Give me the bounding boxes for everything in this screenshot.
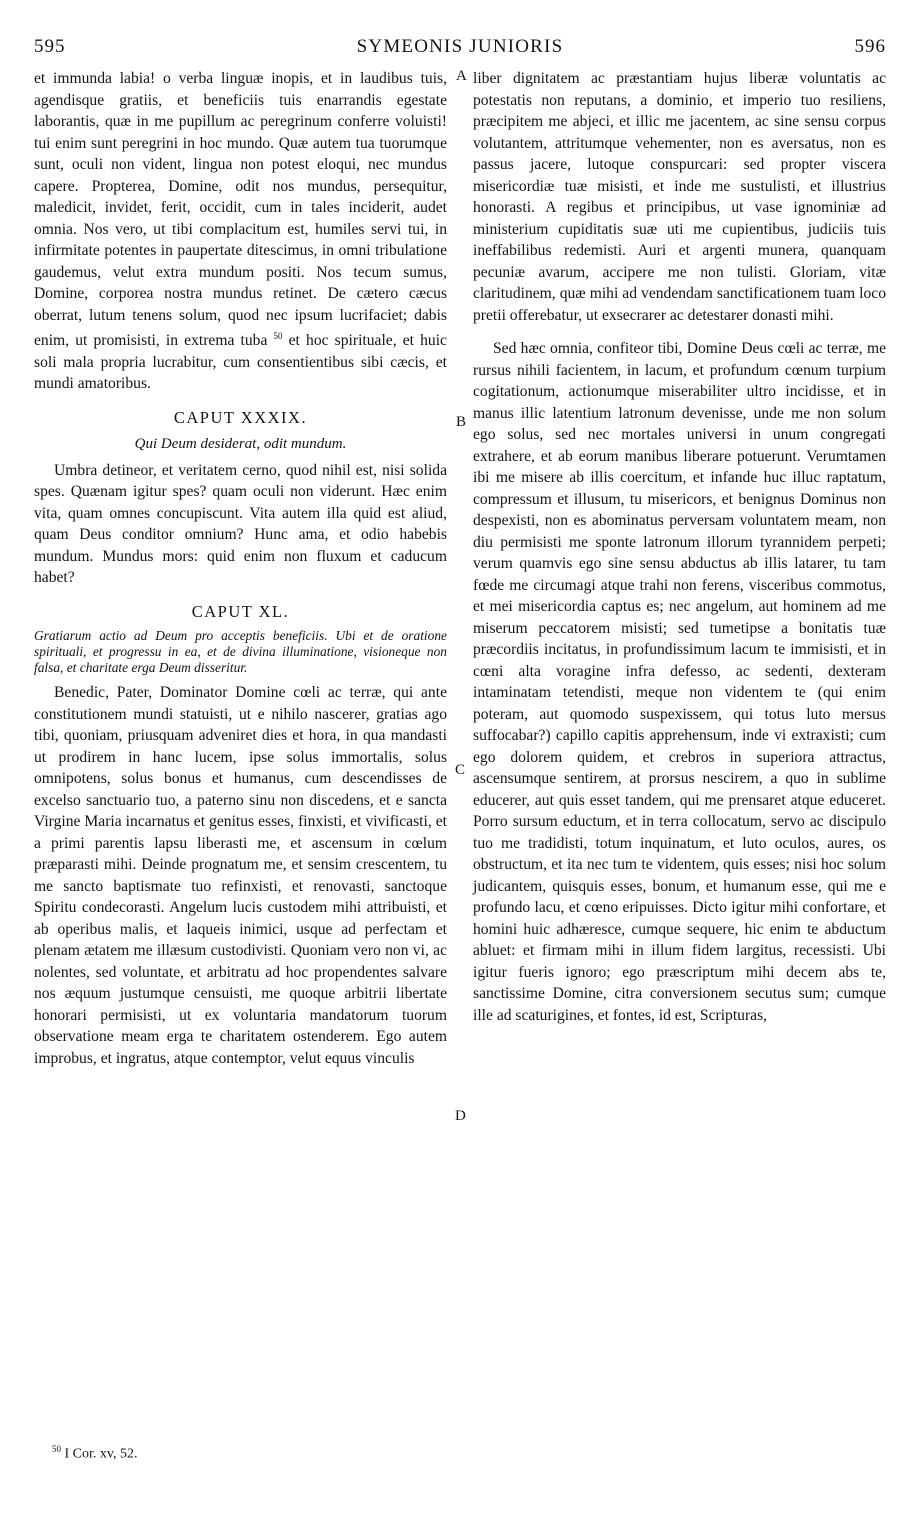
footnote xyxy=(52,1444,137,1463)
paragraph: liber dignitatem ac præstantiam hujus liberæ voluntatis ac potestatis non reputans, a dominio, et imperio tuo resiliens, præcipitem me abjeci, et illic me jacentem, ac sine sensu corpus volutantem, attritumque vehementer, non es aversatus, non es passus jacere, lutoque conspurcari: sed propter viscera misericordiæ tuæ misisti, et inde me sustulisti, et illustrius honorasti. A regibus et principibus, ut vase ignominiæ ad ministerium cupiditatis suæ uti me cupientibus, judiciis tuis ineffabilibus redemisti. Auri et argenti munera, quanquam pecuniæ avarum, accipere me non tulisti. Gloriam, vitæ claritudinem, quæ mihi ad vendendam sanctificationem tuam loco pretii offerebatur, ut exsecrarer ac detestarer donasti mihi. xyxy=(473,70,886,324)
right-column xyxy=(473,68,886,1026)
paragraph-text: et hoc spirituale, et huic soli mala propria lucrabitur, cum consentientibus sibi cæcis, et mundi amatoribus. xyxy=(34,332,447,393)
paragraph: Benedic, Pater, Dominator Domine cœli ac terræ, qui ante constitutionem mundi statuisti, ut e nihilo nascerer, gratias ago tibi, quoniam, priusquam adveniret dies et hora, in qua mandasti ut prodirem in hanc lucem, ipse solus immortalis, solus omnipotens, solus bonus et humanus, cum descendisses de excelso sanctuario tuo, a paterno sinu non discedens, et e sancta Virgine Maria incarnatus et genitus esses, finxisti, et vivificasti, et a primi parentis lapsu liberasti me, et ascensum in cœlum præparasti mihi. Deinde prognatum me, et sensim crescentem, tu me sancto baptismate tuo refinxisti, et renovasti, sanctoque Spiritu condecorasti. Angelum lucis custodem mihi attribuisti, et ab operibus malis, et laqueis inimici, usque ad perfectam et plenam ætatem me illæsum custodivisti. Quoniam vero non vi, ac nolentes, sed voluntate, et arbitratu ad hoc propendentes salvare nos æquum justumque censuisti, me quoque arbitrii libertate honorari permisisti, ut ex voluntaria mandatorum tuorum observatione meam erga te charitatem ostenderem. Ego autem improbus, et ingratus, atque contemptor, velut equus vinculis xyxy=(34,684,447,1067)
margin-marker-a: A xyxy=(456,68,467,84)
chapter-heading-40: CAPUT XL. xyxy=(191,601,290,621)
margin-marker-b: B xyxy=(456,414,467,430)
left-page-number: 595 xyxy=(34,36,66,57)
footnote-mark: 50 xyxy=(52,1444,61,1454)
paragraph: Sed hæc omnia, confiteor tibi, Domine Deus cœli ac terræ, me rursus nihili facientem, in lacum, et profundum cœnum turpium cogitationum, actionumque miserabiliter ultro incidisse, et in manus illic latentium latronum devenisse, unde me non solum ego solus, sed nec mortales universi in unum congregati extrahere, et ab eorum manibus liberare potuerunt. Verumtamen ibi me misere ab illis coercitum, et infande huc illuc raptatum, compressum et illusum, tu misericors, et benignus Dominus non despexisti, non es abominatus perversam voluntatem meam, non diu permisisti me sponte latronum illorum tyrannidem perpeti; verum quamvis ego sine sensu abductus ab illis latarer, tu tam fœde me circumagi atque trahi non ferens, visceribus commotus, et mei misericordia captus es; nec angelum, aut hominem ad me miserum peccatorem misisti; sed tumetipse a bonitatis tuæ præcordiis incitatus, in profundissimum lacum te immisisti, et in cœni alta voragine infra defesso, ac sedenti, dexteram intaminatam tetendisti, meque non videntem te (qui enim poteram, aut quomodo suspexissem, qui totus luto mersus suffocabar?) capillo capitis apprehensum, inde vi extraxisti; cum ego dolorem quidem, et crebros in superiora attractus, ascensumque sentirem, at prorsus nescirem, a quo in sublime educerer, aut quis esset tandem, qui me prensaret atque educeret. Porro sursum eductum, et in terra collocatum, servo ac discipulo tuo me tradidisti, totum inquinatum, et luto oculos, aures, os obstructum, et ita nec tum te videntem, quis esses; nisi hoc solum judicantem, quisquis esses, bonum, et humanum esse, qui me e profundo lacu, et cœno eripuisses. Dicto igitur mihi confortare, et homini huic adhæresce, cumque sequere, hic enim te abductum abluet: et firmam mihi in illum fidem largitus, recessisti. Ubi igitur fueris ignoro; ego præscriptum mihi decem abs te, sanctissime Domine, citra conversionem secutus sum; cumque ille ad scaturigines, et fontes, id est, Scripturas, xyxy=(473,340,886,1024)
running-title: SYMEONIS JUNIORIS xyxy=(356,36,564,57)
paragraph xyxy=(34,68,447,395)
margin-marker-d: D xyxy=(455,1108,466,1124)
right-page-number: 596 xyxy=(854,36,886,57)
footnote-text: I Cor. xv, 52. xyxy=(64,1446,138,1462)
paragraph-text: et immunda labia! o verba linguæ inopis, et in laudibus tuis, agendisque gratiis, et beneficiis tuis enarrandis egestate laborantis, quæ in me pupillum ac peregrinum conferre voluisti! tui enim sunt peregrini in hoc mundo. Quæ autem tua tuorumque sunt, oculi non vident, lingua non potest eloqui, nec mundus capere. Propterea, Domine, odit nos mundus, persequitur, maledicit, invidet, ferit, occidit, cum in tales inciderit, audet omnia. Nos vero, ut tibi complacitum est, humiles servi tui, in infirmitate potentes in paupertate ditescimus, in omni tribulatione gaudemus, velut extra mundum positi. Nos tecum sumus, Domine, corporea nostra mundus retinet. De cætero cæcus oberrat, lutum tenens solum, quod nec ipsum lucrifaciet; dabis enim, ut promisisti, in extrema tuba xyxy=(34,70,447,350)
running-header xyxy=(34,36,886,60)
margin-marker-c: C xyxy=(455,762,466,778)
chapter-heading-39: CAPUT XXXIX. xyxy=(173,407,308,427)
chapter-subtitle-39: Qui Deum desiderat, odit mundum. xyxy=(134,436,347,453)
chapter-argument-40: Gratiarum actio ad Deum pro acceptis beneficiis. Ubi et de oratione spirituali, et progressu in ea, et de divina illuminatione, visioneque non falsa, et charitate erga Deum disseritur. xyxy=(34,628,447,676)
left-column xyxy=(34,68,447,1069)
paragraph: Umbra detineor, et veritatem cerno, quod nihil est, nisi solida spes. Quænam igitur spes? quam oculi non viderunt. Hæc enim vita, quam omnes concupiscunt. Vita autem illa quid est aliud, quam Deus conditor omnium? Hunc ama, et odio habebis mundum. Mundus mors: quid enim non fluxum et caducum habet? xyxy=(34,461,447,587)
footnote-reference: 50 xyxy=(273,331,283,341)
